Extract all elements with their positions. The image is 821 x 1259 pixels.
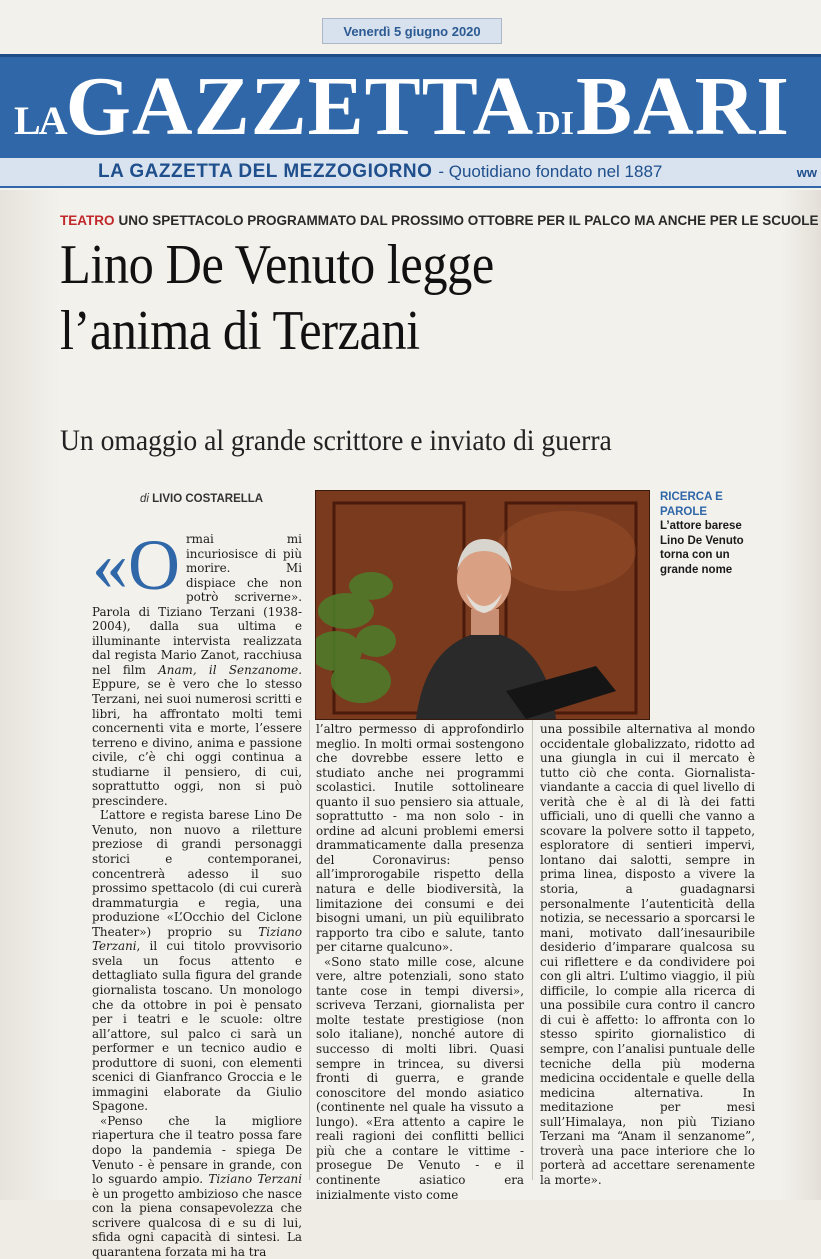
article-kicker bbox=[60, 213, 819, 228]
byline-prefix: di bbox=[140, 493, 149, 505]
article-photo bbox=[315, 490, 650, 720]
article-headline bbox=[60, 232, 690, 364]
masthead bbox=[0, 54, 821, 161]
page-edge-shadow bbox=[781, 190, 821, 1200]
paper-tagline: - Quotidiano fondato nel 1887 bbox=[438, 162, 663, 181]
paragraph bbox=[92, 1114, 302, 1259]
paragraph-text: L’attore e regista barese Lino De Venuto, non nuovo a riletture preziose di grandi personaggi storici e contemporanei, concentrerà adesso il suo prossimo spettacolo (di cui curerà drammaturgia e regia, una produzione «L’Occhio del Ciclone Theater») proprio su bbox=[92, 808, 302, 939]
caption-label: RICERCA E PAROLE bbox=[660, 491, 723, 518]
article-column-2 bbox=[316, 722, 524, 1202]
article-column-3 bbox=[540, 722, 755, 1187]
masthead-word-bari: BARI bbox=[575, 60, 790, 153]
paragraph: «Sono stato mille cose, alcune vere, altre potenziali, sono stato tante cose in tempi diversi», scriveva Terzani, giornalista per molte testate prestigiose (non solo italiane), nonché autore di successo di molti libri. Quasi sempre in trincea, su diversi fronti di guerra, e grande conoscitore del mondo asiatico (continente nel quale ha vissuto a lungo). «Era attento a capire le reali ragioni dei conflitti bellici più che a contare le vittime - prosegue De Venuto - e il continente asiatico era inizialmente visto come bbox=[316, 954, 524, 1202]
photo-caption bbox=[660, 490, 760, 577]
paragraph-text: rmai mi incuriosisce di più morire. Mi dispiace che non potrò scriverne». Parola di Tiziano Terzani (1938-2004), dalla sua ultima e illuminante intervista realizzata dal regista Mario Zanot, racchiusa nel film bbox=[92, 532, 302, 677]
kicker-text: UNO SPETTACOLO PROGRAMMATO DAL PROSSIMO OTTOBRE PER IL PALCO MA ANCHE PER LE SCUOLE bbox=[118, 213, 819, 228]
website-fragment: ww bbox=[796, 164, 817, 180]
article-column-1 bbox=[92, 525, 302, 1259]
masthead-word-gazzetta: GAZZETTA bbox=[65, 60, 535, 153]
byline-author: LIVIO COSTARELLA bbox=[152, 493, 264, 505]
photo-illustration bbox=[316, 491, 649, 719]
masthead-logo bbox=[14, 59, 790, 155]
masthead-di: DI bbox=[536, 105, 574, 142]
paragraph: l’altro permesso di approfondirlo meglio. In molti ormai sostengono che dovrebbe essere letto e studiato anche nei programmi scolastici. Inutile sottolineare quanto il suo pensiero sia attuale, soprattutto - ma non solo - in ordine ad alcuni problemi emersi drammaticamente dalla presenza del Coronavirus: penso all’improrogabile rispetto della natura e delle biodiversità, la limitazione dei consumi e dei bisogni umani, un più equilibrato rapporto tra cibo e salute, tanto per citarne qualcuno». bbox=[316, 722, 524, 955]
show-title: Tiziano Terzani bbox=[208, 1172, 302, 1187]
paragraph-text: , il cui titolo provvisorio svela un focus attento e dettagliato sulla figura del grande giornalista toscano. Un monologo che da ottobre in poi è pensato per i teatri e le scuole: oltre all’attore, sul palco ci sarà un performer e un tecnico audio e produttore di suoni, con elementi scenici di Gianfranco Groccia e le immagini elaborate da Giulio Spagone. bbox=[92, 939, 302, 1114]
byline bbox=[140, 493, 263, 505]
paragraph-text: è un progetto ambizioso che nasce con la piena consapevolezza che scrivere qualcosa di e su di lui, sfida ogni capacità di sintesi. La quarantena forzata mi ha tra bbox=[92, 1186, 302, 1259]
paragraph bbox=[92, 525, 302, 808]
show-title: Tiziano Terzani bbox=[92, 924, 302, 954]
paragraph: una possibile alternativa al mondo occidentale globalizzato, ridotto ad una giungla in cui il mercato è tutto ciò che conta. Giornalista-viandante a caccia di quel livello di verità che è al di là dei fatti ufficiali, uno di quelli che vanno a scovare la polvere sotto il tappeto, esploratore di sentieri impervi, lontano dai salotti, sempre in prima linea, disposto a vivere la storia, a guadagnarsi personalmente l’autenticità della notizia, se necessario a sporcarsi le mani, motivato dall’inesauribile desiderio d’imparare qualcosa su cui riflettere e da condividere poi con gli altri. L’ultimo viaggio, il più difficile, lo compie alla ricerca di una possibile cura contro il cancro di cui è affetto: lo affronta con lo stesso spirito giornalistico di sempre, con l’analisi puntuale delle tecniche della più moderna medicina occidentale e quelle della medicina alternativa. In meditazione per mesi sull’Himalaya, non più Tiziano Terzani ma “Anam il senzanome”, troverà una pace interiore che lo porterà ad accettare serenamente la morte». bbox=[540, 722, 755, 1187]
paragraph-text: «Penso che la migliore riapertura che il teatro possa fare dopo la pandemia - spiega De Venuto - è pensare in grande, con lo sguardo ampio. bbox=[92, 1113, 302, 1187]
drop-cap: «O bbox=[92, 525, 180, 605]
parent-paper-name: LA GAZZETTA DEL MEZZOGIORNO bbox=[98, 161, 433, 182]
masthead-la: LA bbox=[14, 98, 66, 143]
headline-line-2: l’anima di Terzani bbox=[60, 300, 420, 362]
article-subtitle: Un omaggio al grande scrittore e inviato di guerra bbox=[60, 424, 612, 457]
film-title: Anam, il Senzanome bbox=[158, 662, 299, 677]
page-edge-shadow bbox=[0, 190, 60, 1200]
masthead-subhead bbox=[0, 158, 821, 188]
issue-date: Venerdì 5 giugno 2020 bbox=[322, 18, 502, 44]
caption-text: L’attore barese Lino De Venuto torna con un grande nome bbox=[660, 520, 744, 576]
column-rule bbox=[532, 720, 533, 1180]
headline-line-1: Lino De Venuto legge bbox=[60, 234, 494, 296]
paragraph-text: . Eppure, se è vero che lo stesso Terzani, nei suoi numerosi scritti e libri, ha affrontato molti temi concernenti vita e morte, l’essere terreno e divino, anima e passione civile, c’è chi oggi continua a studiarne il pensiero, di cui, soprattutto oggi, non si può prescindere. bbox=[92, 662, 302, 808]
column-rule bbox=[309, 720, 310, 1180]
paragraph bbox=[92, 808, 302, 1113]
section-label: TEATRO bbox=[60, 213, 115, 228]
